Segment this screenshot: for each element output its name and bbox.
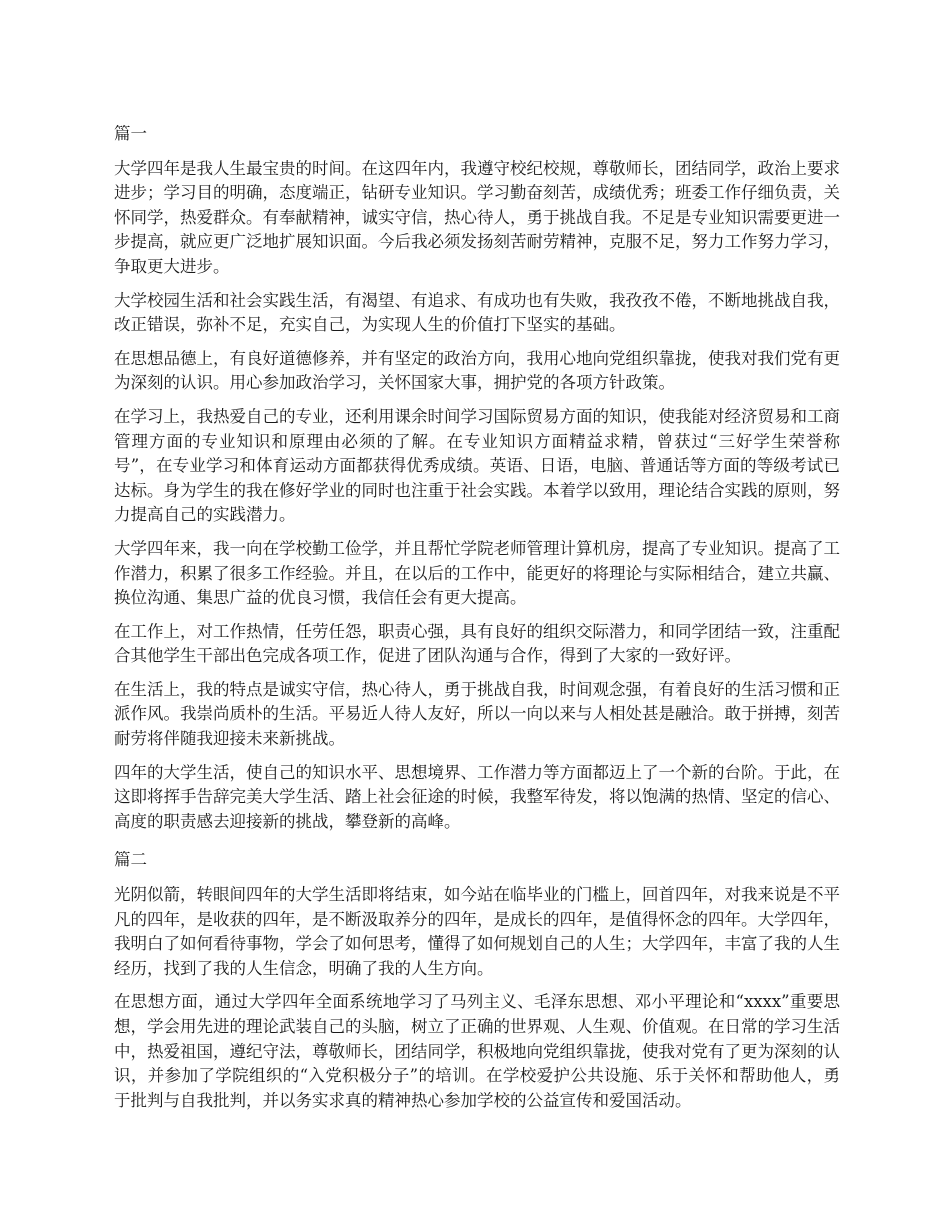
document-page [114,122,840,1122]
paragraph: 在生活上，我的特点是诚实守信，热心待人，勇于挑战自我，时间观念强，有着良好的生活习惯和正派作风。我崇尚质朴的生活。平易近人待人友好，所以一向以来与人相处甚是融洽。敢于拼搏，刻苦耐劳将伴随我迎接未来新挑战。 [114,679,840,749]
paragraph: 在思想方面，通过大学四年全面系统地学习了马列主义、毛泽东思想、邓小平理论和“xxxx”重要思想，学会用先进的理论武装自己的头脑，树立了正确的世界观、人生观、价值观。在日常的学习生活中，热爱祖国，遵纪守法，尊敬师长，团结同学，积极地向党组织靠拢，使我对党有了更为深刻的认识，并参加了学院组织的“入党积极分子”的培训。在学校爱护公共设施、乐于关怀和帮助他人，勇于批判与自我批判，并以务实求真的精神热心参加学校的公益宣传和爱国活动。 [114,992,840,1110]
paragraph: 光阴似箭，转眼间四年的大学生活即将结束，如今站在临毕业的门槛上，回首四年，对我来说是不平凡的四年，是收获的四年，是不断汲取养分的四年，是成长的四年，是值得怀念的四年。大学四年，我明白了如何看待事物，学会了如何思考，懂得了如何规划自己的人生；大学四年，丰富了我的人生经历，找到了我的人生信念，明确了我的人生方向。 [114,885,840,978]
section-1 [114,122,840,834]
paragraph: 大学四年是我人生最宝贵的时间。在这四年内，我遵守校纪校规，尊敬师长，团结同学，政治上要求进步；学习目的明确，态度端正，钻研专业知识。学习勤奋刻苦，成绩优秀；班委工作仔细负责，关怀同学，热爱群众。有奉献精神，诚实守信，热心待人，勇于挑战自我。不足是专业知识需要更进一步提高，就应更广泛地扩展知识面。今后我必须发扬刻苦耐劳精神，克服不足，努力工作努力学习，争取更大进步。 [114,158,840,276]
paragraph: 大学四年来，我一向在学校勤工俭学，并且帮忙学院老师管理计算机房，提高了专业知识。提高了工作潜力，积累了很多工作经验。并且，在以后的工作中，能更好的将理论与实际相结合，建立共赢、换位沟通、集思广益的优良习惯，我信任会有更大提高。 [114,538,840,608]
paragraph: 四年的大学生活，使自己的知识水平、思想境界、工作潜力等方面都迈上了一个新的台阶。于此，在这即将挥手告辞完美大学生活、踏上社会征途的时候，我整军待发，将以饱满的热情、坚定的信心、高度的职责感去迎接新的挑战，攀登新的高峰。 [114,762,840,831]
paragraph: 在思想品德上，有良好道德修养，并有坚定的政治方向，我用心地向党组织靠拢，使我对我们党有更为深刻的认识。用心参加政治学习，关怀国家大事，拥护党的各项方针政策。 [114,348,840,393]
paragraph: 大学校园生活和社会实践生活，有渴望、有追求、有成功也有失败，我孜孜不倦，不断地挑战自我，改正错误，弥补不足，充实自己，为实现人生的价值打下坚实的基础。 [114,290,840,335]
section-heading: 篇一 [114,124,147,143]
paragraph: 在学习上，我热爱自己的专业，还利用课余时间学习国际贸易方面的知识，使我能对经济贸易和工商管理方面的专业知识和原理由必须的了解。在专业知识方面精益求精，曾获过“三好学生荣誉称号”，在专业学习和体育运动方面都获得优秀成绩。英语、日语，电脑、普通话等方面的等级考试已达标。身为学生的我在修好学业的同时也注重于社会实践。本着学以致用，理论结合实践的原则，努力提高自己的实践潜力。 [114,406,840,525]
paragraph: 在工作上，对工作热情，任劳任怨，职责心强，具有良好的组织交际潜力，和同学团结一致，注重配合其他学生干部出色完成各项工作，促进了团队沟通与合作，得到了大家的一致好评。 [114,621,840,666]
section-heading: 篇二 [114,850,147,870]
section-2 [114,848,840,1113]
